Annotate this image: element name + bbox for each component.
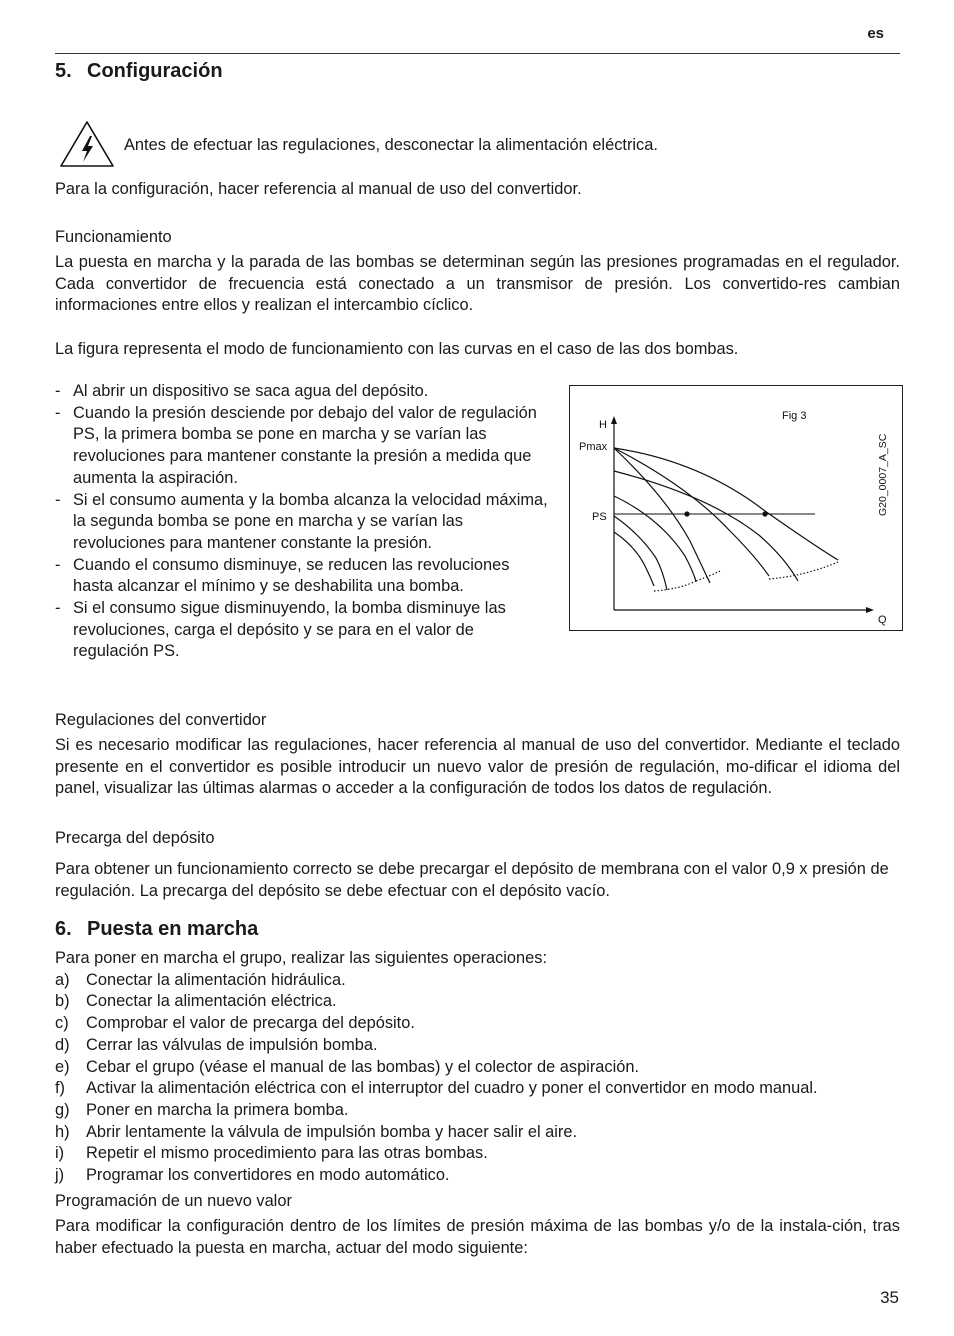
bullet-text: Si el consumo aumenta y la bomba alcanza la velocidad máxima, la segunda bomba se pone en marcha y se varían las revoluciones para mantener constante la presión. xyxy=(73,490,548,552)
step-mark: f) xyxy=(55,1079,66,1098)
section-6-heading xyxy=(55,918,258,941)
list-item xyxy=(55,1013,900,1035)
pump-curve xyxy=(614,448,710,583)
list-item xyxy=(55,555,551,598)
programacion-paragraph: Para modificar la configuración dentro de los límites de presión máxima de las bombas y/o de la instala-ción, tras haber efectuado la puesta en marcha, actuar del modo siguiente: xyxy=(55,1217,900,1257)
list-item xyxy=(55,381,551,403)
step-text: Conectar la alimentación hidráulica. xyxy=(86,970,346,989)
step-text: Abrir lentamente la válvula de impulsión bomba y hacer salir el aire. xyxy=(86,1122,578,1141)
pump-curve xyxy=(614,516,667,590)
bullet-dash: - xyxy=(55,555,61,574)
x-axis-arrow xyxy=(866,607,874,613)
figure-code: G20_0007_A_SC xyxy=(877,433,889,516)
bullet-text: Al abrir un dispositivo se saca agua del depósito. xyxy=(73,382,429,400)
funcionamiento-paragraph-1: La puesta en marcha y la parada de las bombas se determinan según las presiones programadas en el regulador. Cada convertidor de frecuencia está conectado a un transmisor de presión. Los convertido-res cambian informaciones entre ellos y realizan el intercambio cíclico. xyxy=(55,253,900,315)
operating-point xyxy=(684,511,689,516)
step-mark: h) xyxy=(55,1122,70,1141)
header-rule xyxy=(55,53,900,54)
precarga-paragraph: Para obtener un funcionamiento correcto se debe precargar el depósito de membrana con el valor 0,9 x presión de regulación. La precarga del depósito se debe efectuar con el depósito vacío. xyxy=(55,860,889,900)
bullet-text: Cuando el consumo disminuye, se reducen las revoluciones hasta alcanzar el mínimo y se deshabilita una bomba. xyxy=(73,555,510,596)
step-mark: g) xyxy=(55,1100,70,1119)
step-mark: d) xyxy=(55,1035,70,1054)
bullet-text: Cuando la presión desciende por debajo del valor de regulación PS, la primera bomba se pone en marcha y se varían las revoluciones para mantener constante la presión a medida que aumenta la aspiración. xyxy=(73,403,537,487)
bullet-text: Si el consumo sigue disminuyendo, la bomba disminuye las revoluciones, carga el depósito y se para en el valor de regulación PS. xyxy=(73,599,506,661)
step-text: Programar los convertidores en modo automático. xyxy=(86,1166,450,1185)
figure-3-pump-curves xyxy=(569,385,903,631)
list-item xyxy=(55,1035,900,1057)
precarga-title: Precarga del depósito xyxy=(55,829,215,847)
puesta-intro-text: Para poner en marcha el grupo, realizar las siguientes operaciones: xyxy=(55,949,547,967)
list-item xyxy=(55,1100,900,1122)
y-axis-arrow xyxy=(611,416,617,424)
list-item xyxy=(55,598,551,663)
operation-bullet-list xyxy=(55,381,551,663)
bullet-dash: - xyxy=(55,490,61,509)
step-text: Poner en marcha la primera bomba. xyxy=(86,1100,349,1119)
puesta-intro xyxy=(55,948,900,1187)
y-axis-label: H xyxy=(599,419,607,431)
operating-point xyxy=(762,511,767,516)
pump-curve xyxy=(614,471,798,581)
pump-curve xyxy=(614,448,838,560)
step-mark: b) xyxy=(55,992,70,1011)
step-text: Cebar el grupo (véase el manual de las bombas) y el colector de aspiración. xyxy=(86,1057,640,1076)
step-mark: c) xyxy=(55,1014,69,1033)
list-item xyxy=(55,1165,900,1187)
pmax-label: Pmax xyxy=(579,441,608,453)
x-axis-label: Q xyxy=(878,614,887,626)
step-text: Repetir el mismo procedimiento para las otras bombas. xyxy=(86,1144,488,1163)
min-speed-dotted-line xyxy=(654,581,696,591)
section-5-number: 5. xyxy=(55,60,72,82)
step-text: Cerrar las válvulas de impulsión bomba. xyxy=(86,1035,378,1054)
section-5-heading xyxy=(55,60,223,83)
ps-label: PS xyxy=(592,511,607,523)
step-text: Activar la alimentación eléctrica con el interruptor del cuadro y poner el convertidor en modo manual. xyxy=(86,1079,818,1098)
bullet-dash: - xyxy=(55,403,61,422)
regulaciones-title: Regulaciones del convertidor xyxy=(55,711,267,729)
section-6-number: 6. xyxy=(55,918,72,940)
funcionamiento-title: Funcionamiento xyxy=(55,228,172,246)
step-mark: a) xyxy=(55,970,70,989)
bullet-dash: - xyxy=(55,382,61,400)
min-speed-dotted-line xyxy=(769,562,838,579)
bullet-dash: - xyxy=(55,599,61,618)
pump-curve xyxy=(614,448,769,576)
step-mark: i) xyxy=(55,1144,65,1163)
list-item xyxy=(55,1057,900,1079)
regulaciones-paragraph: Si es necesario modificar las regulaciones, hacer referencia al manual de uso del convertidor. Mediante el teclado presente en el convertidor es posible introducir un nuevo valor de presión de regulación, mo-dificar el idioma del panel, visualizar las últimas alarmas o acceder a la configuración de todos los datos de regulación. xyxy=(55,736,900,798)
config-intro: Para la configuración, hacer referencia al manual de uso del convertidor. xyxy=(55,180,582,198)
section-6-title: Puesta en marcha xyxy=(87,918,259,940)
step-mark: j) xyxy=(55,1166,65,1185)
list-item xyxy=(55,970,900,992)
list-item xyxy=(55,490,551,555)
list-item xyxy=(55,991,900,1013)
funcionamiento-paragraph-2: La figura representa el modo de funcionamiento con las curvas en el caso de las dos bombas. xyxy=(55,340,739,358)
list-item xyxy=(55,1078,900,1100)
list-item xyxy=(55,1143,900,1165)
programacion-title: Programación de un nuevo valor xyxy=(55,1192,292,1210)
figure-label: Fig 3 xyxy=(782,410,807,422)
step-text: Comprobar el valor de precarga del depósito. xyxy=(86,1014,415,1033)
electric-hazard-icon xyxy=(59,120,115,168)
list-item xyxy=(55,1122,900,1144)
step-mark: e) xyxy=(55,1057,70,1076)
pump-curve xyxy=(614,496,696,581)
list-item xyxy=(55,403,551,490)
step-text: Conectar la alimentación eléctrica. xyxy=(86,992,337,1011)
language-code: es xyxy=(867,25,884,42)
warning-text: Antes de efectuar las regulaciones, desconectar la alimentación eléctrica. xyxy=(124,136,658,154)
page-number: 35 xyxy=(880,1288,899,1307)
section-5-title: Configuración xyxy=(87,60,223,82)
pump-curve xyxy=(614,532,654,586)
